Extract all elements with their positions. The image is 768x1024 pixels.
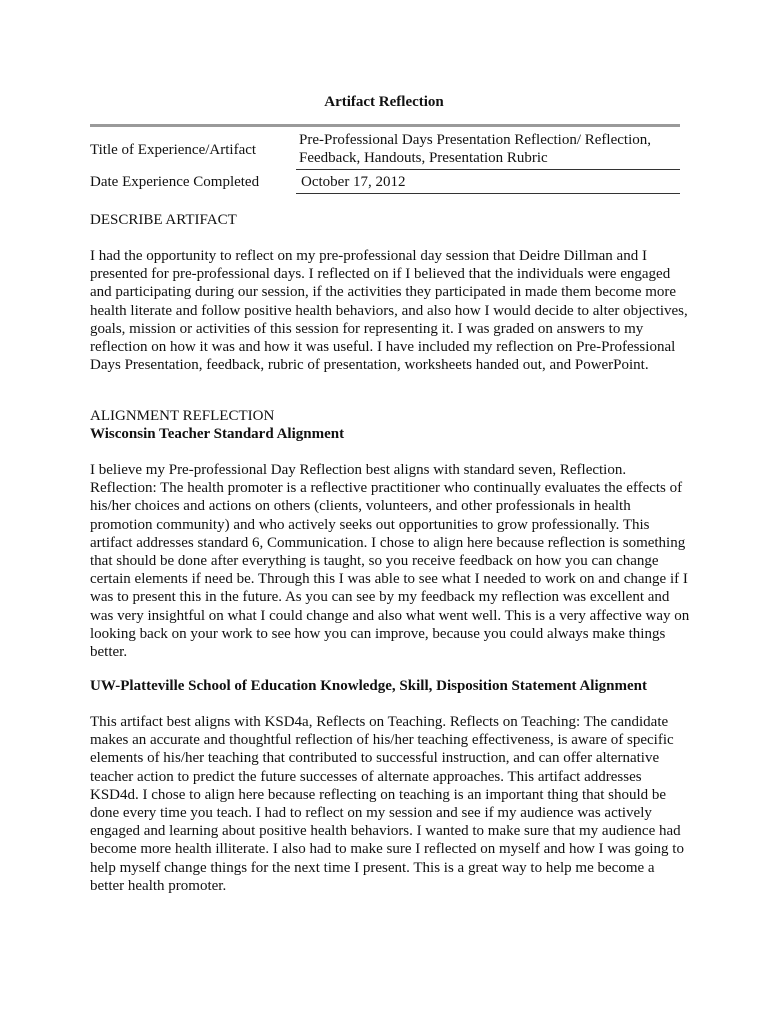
- title-of-experience-value: Pre-Professional Days Presentation Reflection/ Reflection, Feedback, Handouts, Presentation Rubric: [299, 132, 651, 166]
- title-of-experience-label: Title of Experience/Artifact: [90, 142, 257, 158]
- uw-platteville-heading: UW-Platteville School of Education Knowledge, Skill, Disposition Statement Alignment: [90, 678, 647, 694]
- describe-artifact-heading: DESCRIBE ARTIFACT: [90, 212, 237, 228]
- wisconsin-standard-paragraph: I believe my Pre-professional Day Reflection best aligns with standard seven, Reflection. Reflection: The health promoter is a reflective practitioner who continually evaluates the effects of his/her choices and actions on others (clients, volunteers, and other professionals in health promotion community) and who actively seeks out opportunities to grow professionally. This artifact addresses standard 6, Communication. I chose to align here because reflection is something that should be done after everything is taught, so you receive feedback on how you can change certain elements if need be. Through this I was able to see what I needed to work on and change if I was to present this in the future. As you can see by my feedback my reflection was excellent and was very insightful on what I could change and also what went well. This is a very affective way on looking back on your work to see how you can improve, because you could always make things better.: [90, 462, 690, 661]
- document-title: Artifact Reflection: [324, 94, 444, 110]
- date-completed-value: October 17, 2012: [301, 174, 406, 190]
- table-middle-rule: [296, 169, 680, 170]
- describe-artifact-paragraph: I had the opportunity to reflect on my pre-professional day session that Deidre Dillman and I presented for pre-professional days. I reflected on if I believed that the individuals were engaged and participating during our session, if the activities they participated in made them become more health literate and follow positive health behaviors, and also how I would decide to alter objectives, goals, mission or activities of this session for representing it. I was graded on answers to my reflection on how it was and how it was useful. I have included my reflection on Pre-Professional Days Presentation, feedback, rubric of presentation, worksheets handed out, and PowerPoint.: [90, 248, 688, 374]
- wisconsin-standard-heading: Wisconsin Teacher Standard Alignment: [90, 426, 345, 442]
- uw-platteville-paragraph: This artifact best aligns with KSD4a, Reflects on Teaching. Reflects on Teaching: The candidate makes an accurate and thoughtful reflection of his/her teaching effectiveness, is aware of specific elements of his/her teaching that contributed to successful instruction, and can offer alternative teacher action to predict the future successes of alternate approaches. This artifact addresses KSD4d. I chose to align here because reflecting on teaching is an important thing that should be done every time you teach. I had to reflect on my session and see if my audience was actively engaged and learning about positive health behaviors. I wanted to make sure that my audience had become more health illiterate. I also had to make sure I reflected on myself and how I was going to help myself change things for the next time I present. This is a great way to help me become a better health promoter.: [90, 714, 684, 894]
- table-bottom-rule: [296, 193, 680, 194]
- table-top-rule: [90, 124, 680, 127]
- alignment-reflection-heading: ALIGNMENT REFLECTION: [90, 408, 275, 424]
- date-completed-label: Date Experience Completed: [90, 174, 260, 190]
